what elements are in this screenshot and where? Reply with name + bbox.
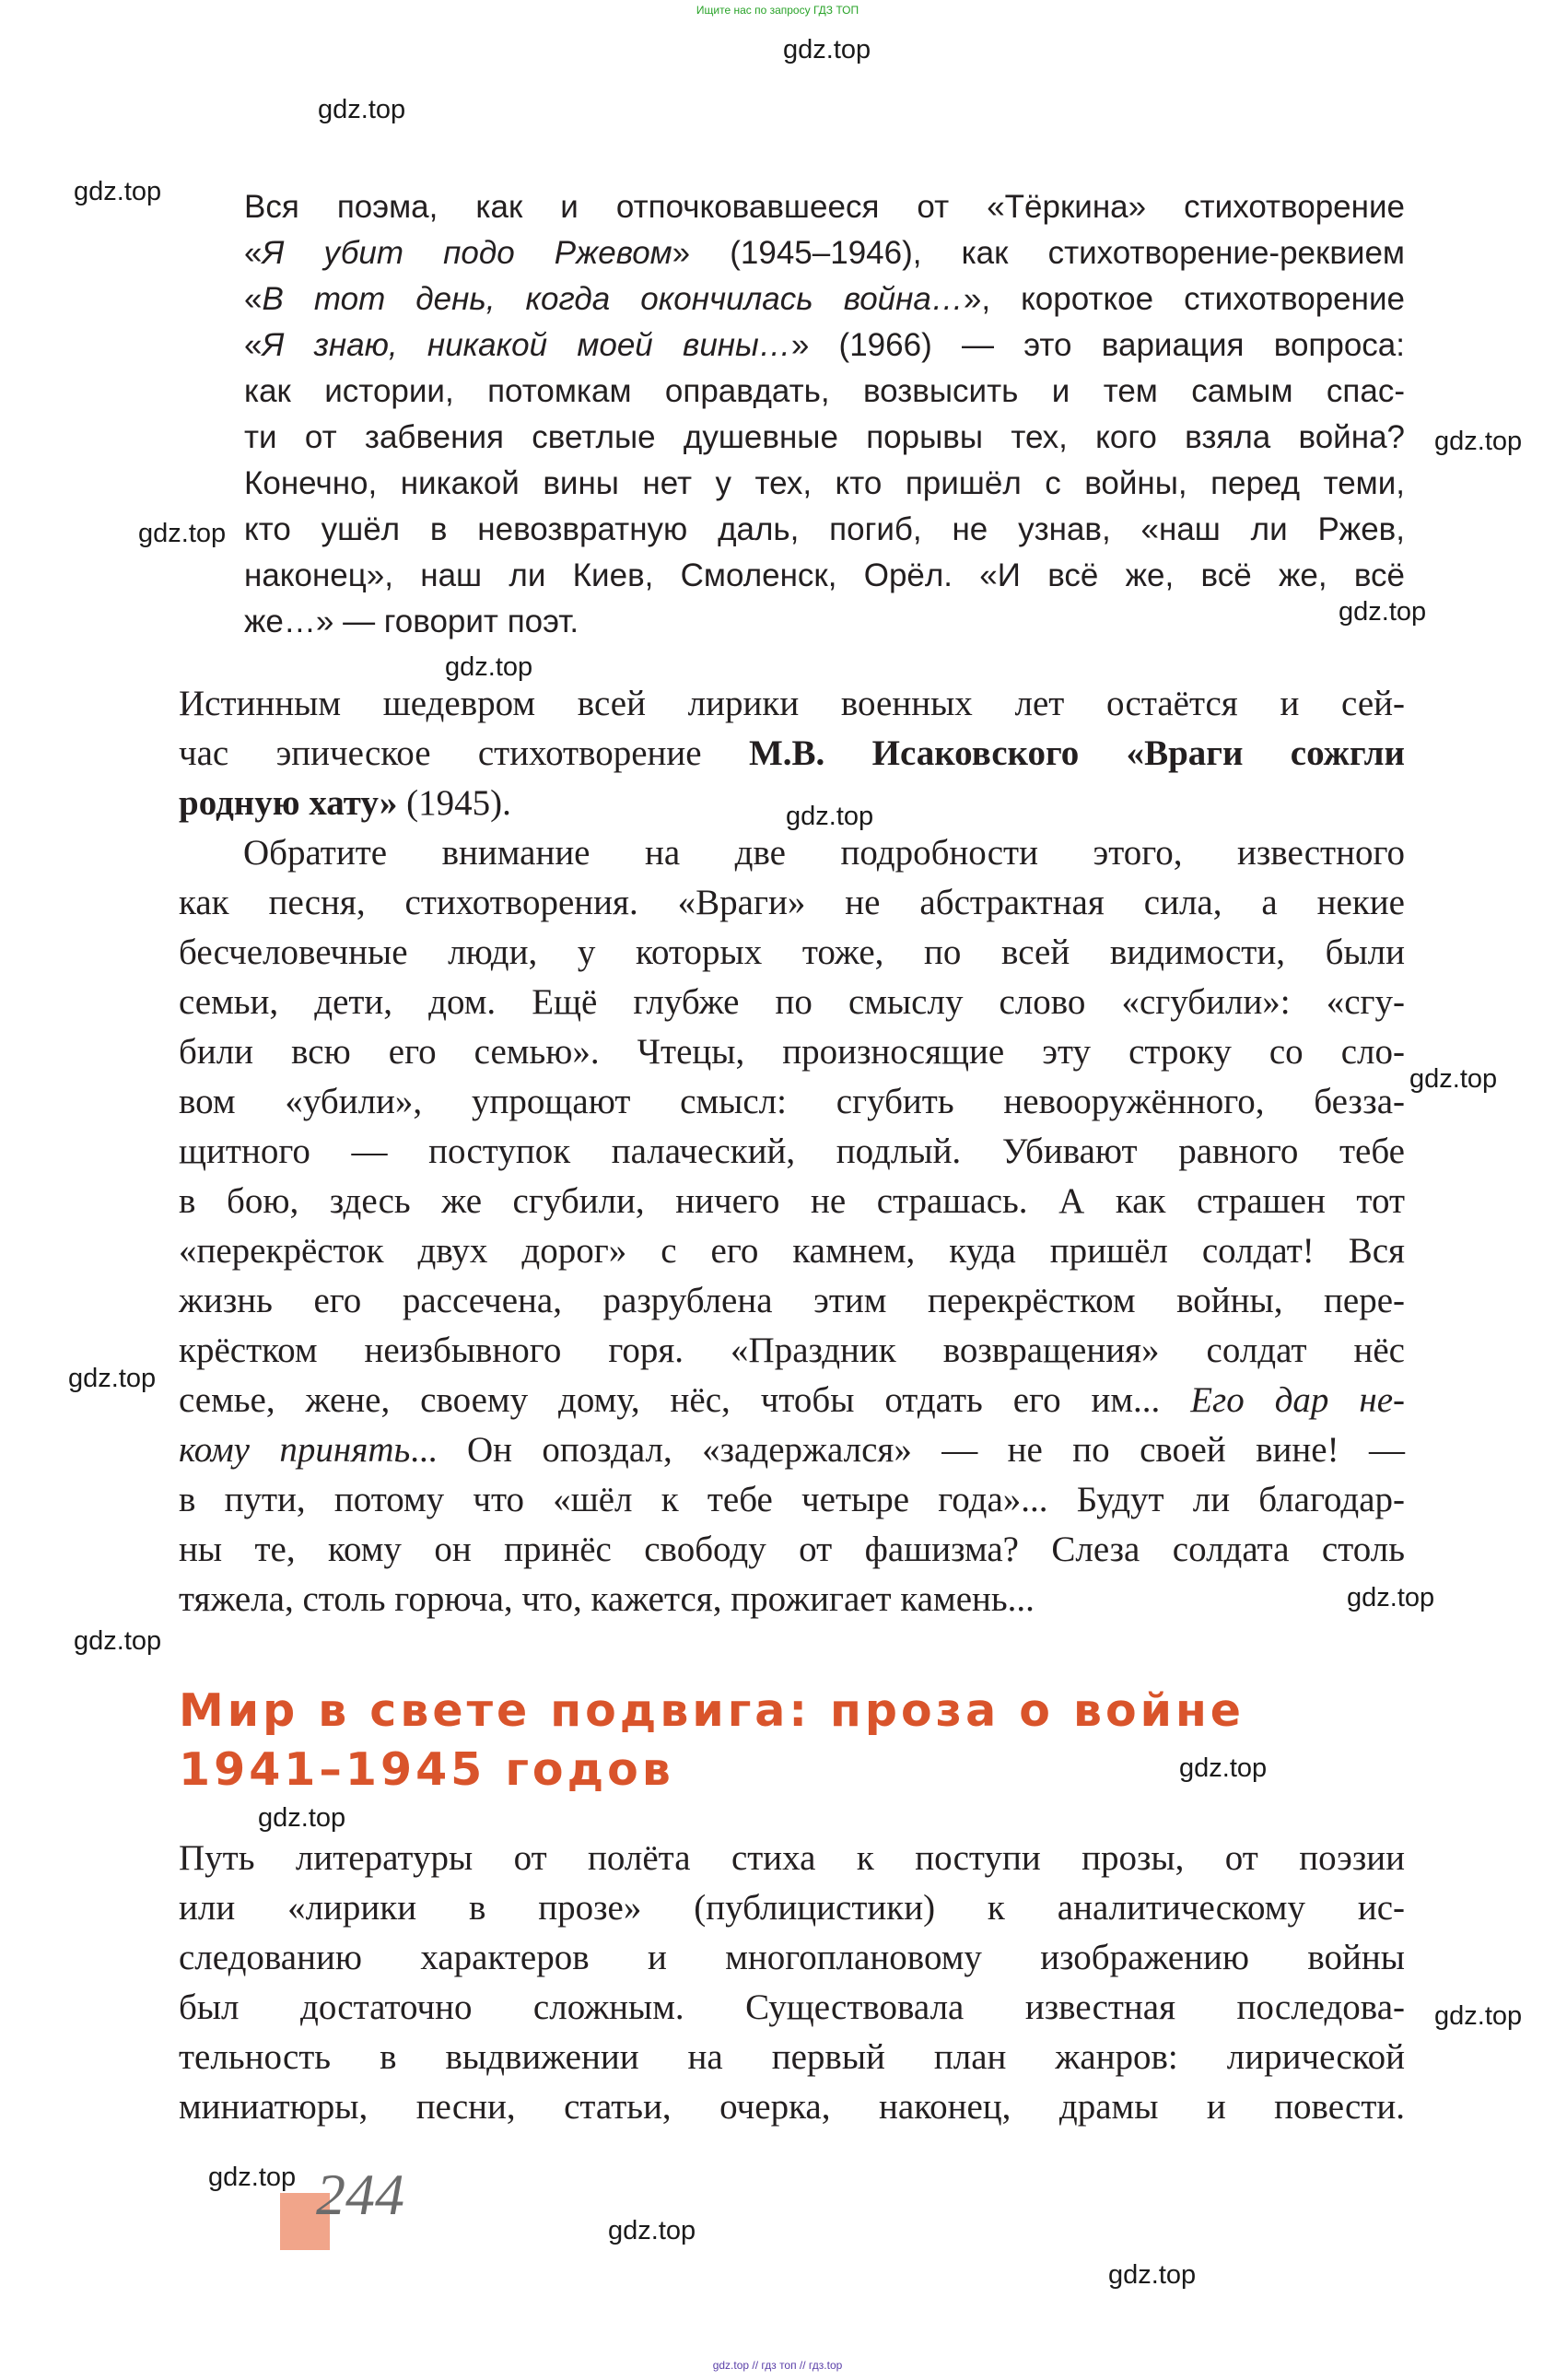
watermark: gdz.top [1179, 1753, 1268, 1783]
bottom-banner: gdz.top // гдз топ // гдз.top [712, 2359, 843, 2372]
paragraph-prose [179, 1834, 1405, 2132]
text-line: тяжела, столь горюча, что, кажется, прожигает камень... [179, 1579, 1035, 1619]
watermark: gdz.top [138, 519, 227, 548]
poem-title: Я убит подо Ржевом [262, 235, 672, 271]
text-line: «перекрёсток двух дорог» с его камнем, куда пришёл солдат! Вся [179, 1231, 1405, 1271]
text-line: семьи, дети, дом. Ещё глубже по смыслу слово «сгубили»: «сгу- [179, 982, 1405, 1022]
watermark: gdz.top [258, 1803, 346, 1833]
watermark: gdz.top [1108, 2260, 1197, 2290]
text-line: час эпическое стихотворение М.В. Исаковского «Враги сожгли [179, 733, 1405, 773]
watermark: gdz.top [74, 1626, 162, 1656]
poem-title: Я знаю, никакой моей вины… [262, 327, 791, 363]
intro-line: «Я знаю, никакой моей вины…» (1966) — это вариация вопроса: [244, 327, 1405, 363]
watermark: gdz.top [1409, 1064, 1498, 1094]
intro-line: же…» — говорит поэт. [244, 604, 579, 639]
text-line: родную хату» (1945). [179, 783, 511, 823]
author-work-bold: М.В. Исаковского «Враги сожгли [748, 733, 1405, 773]
intro-line: «Я убит подо Ржевом» (1945–1946), как стихотворение-реквием [244, 235, 1405, 271]
text-line: семье, жене, своему дому, нёс, чтобы отдать его им... Его дар не- [179, 1380, 1405, 1420]
text-line: Путь литературы от полёта стиха к поступи прозы, от поэзии [179, 1838, 1405, 1878]
intro-paragraph [244, 184, 1405, 645]
watermark: gdz.top [786, 802, 874, 831]
watermark: gdz.top [68, 1364, 157, 1393]
watermark: gdz.top [1434, 427, 1523, 456]
poem-title: В тот день, когда окончилась война… [262, 281, 964, 317]
intro-line: Конечно, никакой вины нет у тех, кто пришёл с войны, перед теми, [244, 465, 1405, 501]
text-line: как песня, стихотворения. «Враги» не абстрактная сила, а некие [179, 883, 1405, 922]
text-line: жизнь его рассечена, разрублена этим перекрёстком войны, пере- [179, 1281, 1405, 1320]
text-line: миниатюры, песни, статьи, очерка, наконец, драмы и повести. [179, 2087, 1405, 2127]
text-line: Истинным шедевром всей лирики военных лет остаётся и сей- [179, 684, 1405, 723]
text-line: кому принять... Он опоздал, «задержался» — не по своей вине! — [179, 1430, 1405, 1470]
text-line: крёстком неизбывного горя. «Праздник возвращения» солдат нёс [179, 1331, 1405, 1370]
watermark: gdz.top [208, 2163, 297, 2192]
watermark: gdz.top [1434, 2001, 1523, 2031]
intro-line: как истории, потомкам оправдать, возвысить и тем самым спас- [244, 373, 1405, 409]
watermark: gdz.top [74, 177, 162, 206]
intro-line: Вся поэма, как и отпочковавшееся от «Тёркина» стихотворение [244, 189, 1405, 225]
text-line: вом «убили», упрощают смысл: сгубить невооружённого, безза- [179, 1082, 1405, 1121]
quote-italic: Его дар не- [1190, 1380, 1405, 1420]
text-line: тельность в выдвижении на первый план жанров: лирической [179, 2037, 1405, 2077]
top-banner: Ищите нас по запросу ГДЗ ТОП [696, 4, 859, 17]
paragraph-analysis [179, 828, 1405, 1624]
text-line: ны те, кому он принёс свободу от фашизма? Слеза солдата столь [179, 1530, 1405, 1569]
text-line: был достаточно сложным. Существовала известная последова- [179, 1987, 1405, 2027]
intro-line: ти от забвения светлые душевные порывы тех, кого взяла война? [244, 419, 1405, 455]
text-line: в бою, здесь же сгубили, ничего не страшась. А как страшен тот [179, 1181, 1405, 1221]
intro-line: кто ушёл в невозвратную даль, погиб, не узнав, «наш ли Ржев, [244, 511, 1405, 547]
watermark: gdz.top [1339, 597, 1427, 627]
text-line: щитного — поступок палаческий, подлый. Убивают равного тебе [179, 1131, 1405, 1171]
watermark: gdz.top [318, 95, 406, 124]
watermark: gdz.top [1347, 1583, 1435, 1612]
section-heading-line: 1941–1945 годов [179, 1743, 674, 1796]
watermark: gdz.top [445, 652, 533, 682]
quote-italic: кому принять [179, 1430, 411, 1470]
intro-line: «В тот день, когда окончилась война…», короткое стихотворение [244, 281, 1405, 317]
section-heading-line: Мир в свете подвига: проза о войне [179, 1684, 1245, 1737]
text-line: бесчеловечные люди, у которых тоже, по всей видимости, были [179, 932, 1405, 972]
text-line: били всю его семью». Чтецы, произносящие эту строку со сло- [179, 1032, 1405, 1072]
page-number: 244 [316, 2162, 404, 2227]
text-line: следованию характеров и многоплановому изображению войны [179, 1938, 1405, 1977]
watermark: gdz.top [608, 2216, 696, 2245]
text-line: Обратите внимание на две подробности этого, известного [243, 833, 1405, 873]
intro-line: наконец», наш ли Киев, Смоленск, Орёл. «И всё же, всё же, всё [244, 557, 1405, 593]
author-work-bold: родную хату» [179, 783, 398, 823]
text-line: или «лирики в прозе» (публицистики) к аналитическому ис- [179, 1888, 1405, 1928]
watermark: gdz.top [783, 35, 871, 64]
text-line: в пути, потому что «шёл к тебе четыре года»... Будут ли благодар- [179, 1480, 1405, 1519]
